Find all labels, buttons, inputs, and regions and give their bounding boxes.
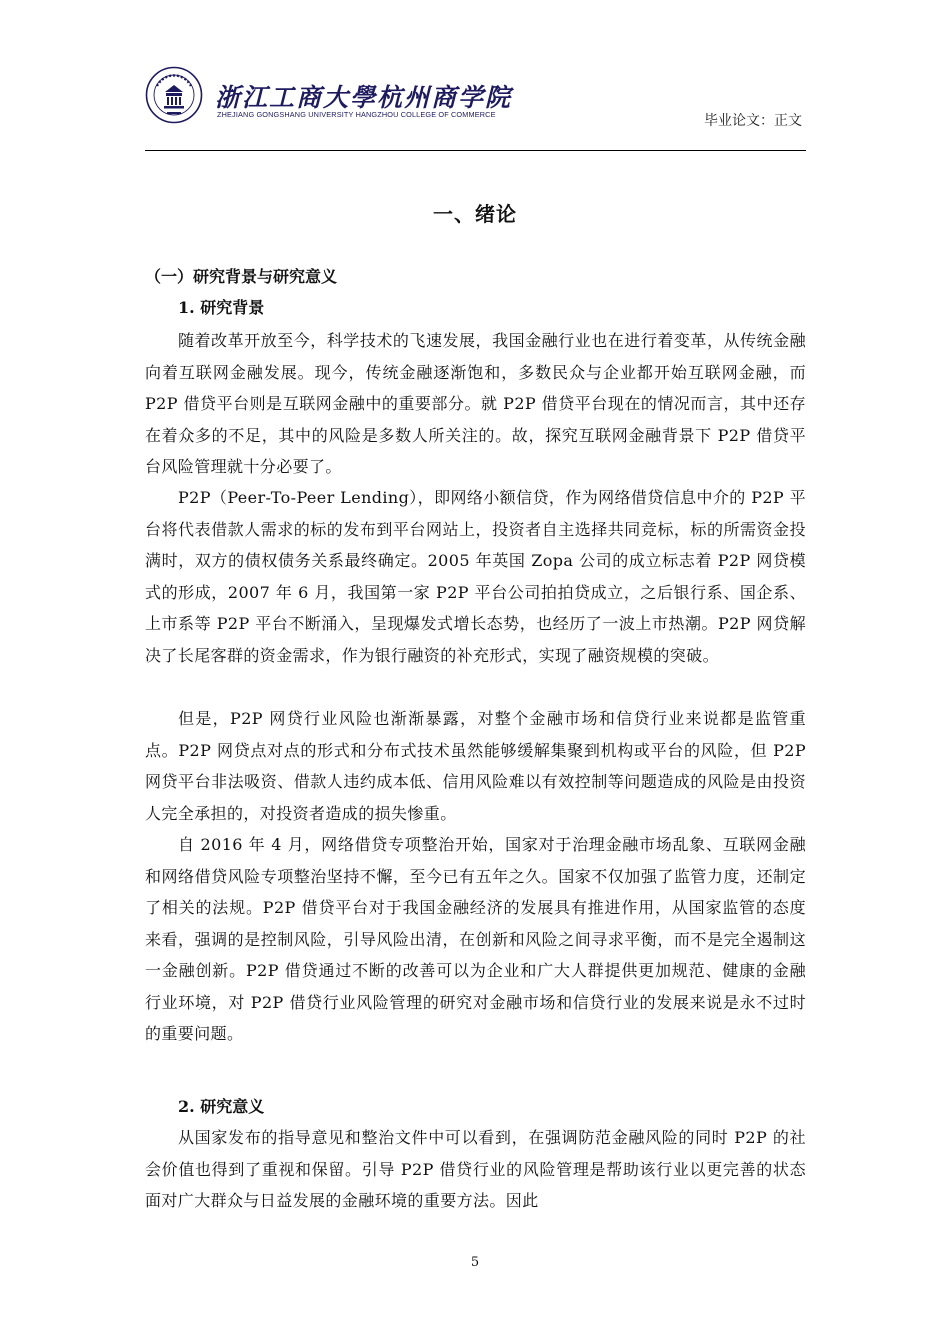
subsection-heading-background: 1. 研究背景	[178, 298, 265, 317]
header-divider	[145, 150, 806, 151]
header-label: 毕业论文：正文	[704, 113, 802, 129]
page-number: 5	[470, 1255, 480, 1270]
paragraph: 但是，P2P 网贷行业风险也渐渐暴露，对整个金融市场和信贷行业来说都是监管重点。P2P 网贷点对点的形式和分布式技术虽然能够缓解集聚到机构或平台的风险，但 P2P 网贷平台非法吸资、借款人违约成本低、信用风险难以有效控制等问题造成的风险是由投资人完全承担的，对投资者造成的损失惨重。	[145, 709, 806, 823]
page-header	[145, 66, 806, 150]
section-heading: （一）研究背景与研究意义	[145, 267, 338, 286]
paragraph: 随着改革开放至今，科学技术的飞速发展，我国金融行业也在进行着变革，从传统金融向着互联网金融发展。现今，传统金融逐渐饱和，多数民众与企业都开始互联网金融，而 P2P 借贷平台则是互联网金融中的重要部分。就 P2P 借贷平台现在的情况而言，其中还存在着众多的不足，其中的风险是多数人所关注的。故，探究互联网金融背景下 P2P 借贷平台风险管理就十分必要了。	[145, 331, 806, 476]
paragraph: 从国家发布的指导意见和整治文件中可以看到，在强调防范金融风险的同时 P2P 的社会价值也得到了重视和保留。引导 P2P 借贷行业的风险管理是帮助该行业以更完善的状态面对广大群众与日益发展的金融环境的重要方法。因此	[145, 1128, 806, 1210]
university-seal-icon	[145, 66, 203, 124]
university-logo-english: ZHEJIANG GONGSHANG UNIVERSITY HANGZHOU COLLEGE OF COMMERCE	[217, 110, 496, 119]
university-logo-chinese: 浙江工商大學杭州商学院	[215, 83, 513, 112]
chapter-title: 一、绪论	[433, 202, 517, 226]
subsection-heading-significance: 2. 研究意义	[178, 1097, 265, 1116]
paragraph: 自 2016 年 4 月，网络借贷专项整治开始，国家对于治理金融市场乱象、互联网金融和网络借贷风险专项整治坚持不懈，至今已有五年之久。国家不仅加强了监管力度，还制定了相关的法规。P2P 借贷平台对于我国金融经济的发展具有推进作用，从国家监管的态度来看，强调的是控制风险，引导风险出清，在创新和风险之间寻求平衡，而不是完全遏制这一金融创新。P2P 借贷通过不断的改善可以为企业和广大人群提供更加规范、健康的金融行业环境，对 P2P 借贷行业风险管理的研究对金融市场和信贷行业的发展来说是永不过时的重要问题。	[145, 835, 806, 1043]
paragraph: P2P（Peer-To-Peer Lending），即网络小额信贷，作为网络借贷信息中介的 P2P 平台将代表借款人需求的标的发布到平台网站上，投资者自主选择共同竞标，标的所需资金投满时，双方的债权债务关系最终确定。2005 年英国 Zopa 公司的成立标志着 P2P 网贷模式的形成，2007 年 6 月，我国第一家 P2P 平台公司拍拍贷成立，之后银行系、国企系、上市系等 P2P 平台不断涌入，呈现爆发式增长态势，也经历了一波上市热潮。P2P 网贷解决了长尾客群的资金需求，作为银行融资的补充形式，实现了融资规模的突破。	[145, 488, 806, 665]
